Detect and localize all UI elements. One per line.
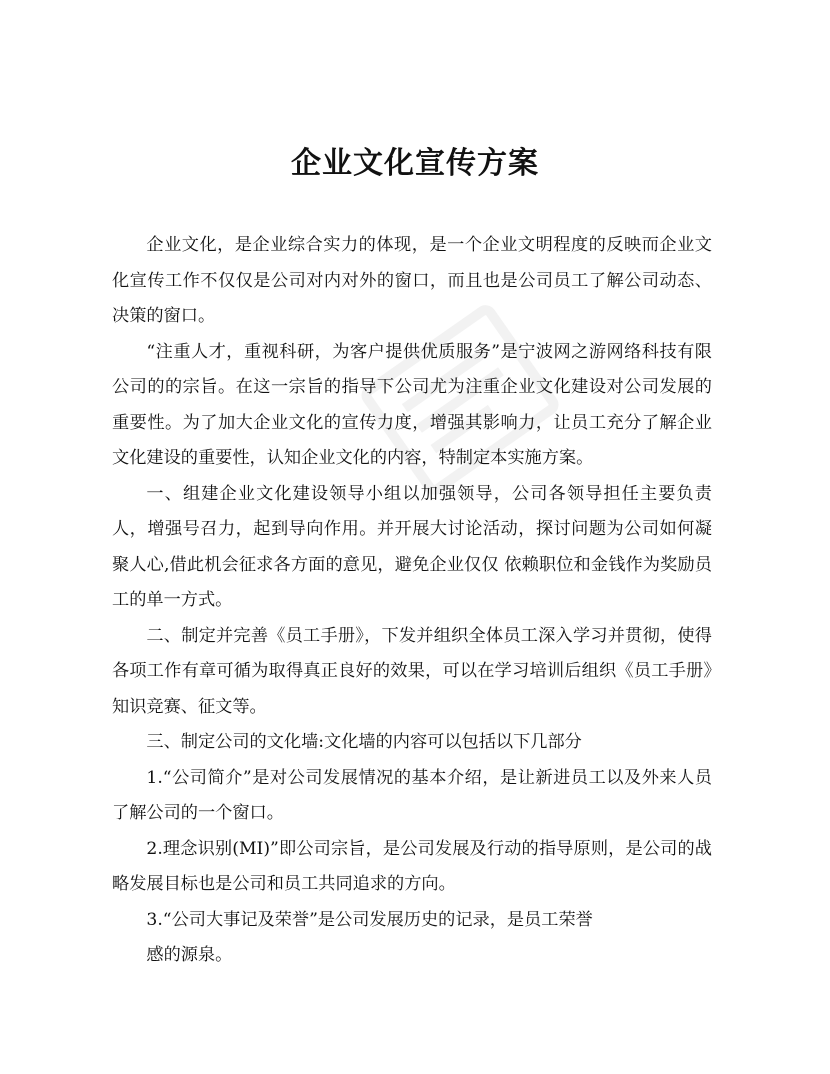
paragraph-section-1: 一、组建企业文化建设领导小组以加强领导，公司各领导担任主要负责人，增强号召力，起到导向作用。并开展大讨论活动，探讨问题为公司如何凝聚人心,借此机会征求各方面的意见，避免企业仅仅 依赖职位和金钱作为奖励员工的单一方式。: [112, 483, 712, 610]
paragraph-section-3: 三、制定公司的文化墙:文化墙的内容可以包括以下几部分: [146, 732, 582, 752]
list-item-company-intro: 1.“公司简介”是对公司发展情况的基本介绍，是让新进员工以及外来人员了解公司的一个窗口。: [112, 767, 712, 823]
list-item-history-continued: 感的源泉。: [146, 945, 233, 965]
document-body: [112, 228, 712, 974]
paragraph-intro: 企业文化，是企业综合实力的体现，是一个企业文明程度的反映而企业文化宣传工作不仅仅是公司对内对外的窗口，而且也是公司员工了解公司动态、决策的窗口。: [112, 235, 712, 326]
list-item-mi: 2.理念识别(MI)”即公司宗旨，是公司发展及行动的指导原则，是公司的战略发展目标也是公司和员工共同追求的方向。: [112, 838, 712, 894]
list-item-history: 3.“公司大事记及荣誉”是公司发展历史的记录，是员工荣誉: [146, 909, 593, 930]
document-title: 企业文化宣传方案: [291, 146, 539, 182]
paragraph-mission: “注重人才，重视科研，为客户提供优质服务”是宁波网之游网络科技有限公司的的宗旨。在这一宗旨的指导下公司尤为注重企业文化建设对公司发展的重要性。为了加大企业文化的宣传力度，增强其影响力，让员工充分了解企业文化建设的重要性，认知企业文化的内容，特制定本实施方案。: [112, 341, 712, 468]
paragraph-section-2: 二、制定并完善《员工手册》，下发并组织全体员工深入学习并贯彻，使得各项工作有章可循为取得真正良好的效果，可以在学习培训后组织《员工手册》知识竞赛、征文等。: [112, 625, 712, 717]
